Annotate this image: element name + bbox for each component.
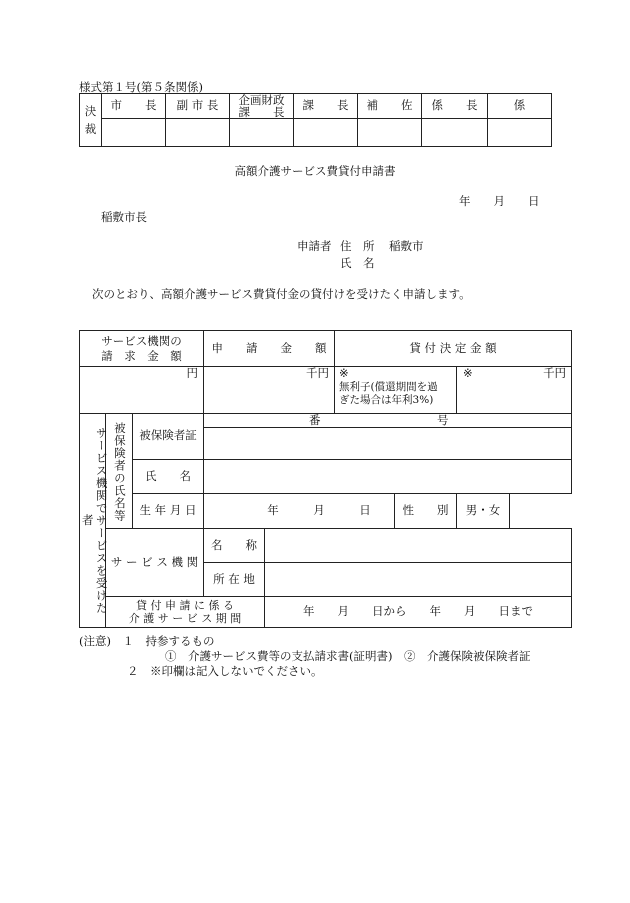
intro-text: 次のとおり、高額介護サービス費貸付金の貸付けを受けたく申請します。 [92,287,471,301]
notes-2: ２ ※印欄は記入しないでください。 [127,664,323,678]
period-input[interactable]: 年 月 日から 年 月 日まで [265,597,572,628]
apply-amount-value[interactable]: 千円 [204,367,335,414]
sex-label: 性 別 [395,494,457,529]
stamp-box[interactable] [230,119,294,147]
stamp-box[interactable] [422,119,488,147]
form-label: 様式第１号(第５条関係) [79,80,203,94]
insured-number-input[interactable] [204,428,572,460]
approval-col-vice-mayor: 副 市 長 [166,94,230,119]
org-name-input[interactable] [265,529,572,563]
period-label: 貸 付 申 請 に 係 る 介 護 サ ー ビ ス 期 間 [106,597,265,628]
stamp-box[interactable] [358,119,422,147]
sex-select[interactable]: 男・女 [457,494,510,529]
date-field[interactable]: 年 月 日 [459,194,540,208]
service-billing-header: サービス機関の 請 求 金 額 [80,331,204,367]
stamp-box[interactable] [294,119,358,147]
loan-decision-header: 貸 付 決 定 金 額 [335,331,572,367]
addressee: 稲敷市長 [101,210,147,224]
stamp-box[interactable] [166,119,230,147]
org-address-label: 所 在 地 [204,563,265,597]
apply-amount-header: 申 請 金 額 [204,331,335,367]
name-input[interactable] [204,459,572,494]
approval-col-section-chief: 課 長 [294,94,358,119]
dob-label: 生 年 月 日 [133,494,204,529]
stamp-box[interactable] [102,119,166,147]
form-title: 高額介護サービス費貸付申請書 [234,164,396,178]
dob-input[interactable]: 年 月 日 [204,494,395,529]
no-interest-cell: ※ 無利子(償還期間を過 ぎた場合は年利3%) [335,367,457,414]
applicant-name-label: 氏 名 [340,256,375,270]
stamp-box[interactable] [488,119,552,147]
approval-table [79,93,552,147]
applicant-label: 申請者 [297,239,332,253]
insured-card-label: 被保険者証 [133,414,204,460]
service-billing-amount[interactable]: 円 [80,367,204,414]
loan-decision-value: ※ 千円 [457,367,572,414]
service-org-label: サ ー ビ ス 機 関 [106,529,204,597]
insured-number-header: 番 号 [204,414,572,428]
approval-col-mayor: 市 長 [102,94,166,119]
applicant-address-label: 住 所 [340,239,375,253]
org-name-label: 名 称 [204,529,265,563]
insured-group-label: 被保険者の氏名等 [106,414,133,529]
approval-col-assistant: 補 佐 [358,94,422,119]
approval-col-staff: 係 [488,94,552,119]
applicant-address-value[interactable]: 稲敷市 [389,239,424,253]
approval-side-label: 決 裁 [80,94,102,147]
main-form-table [79,330,572,628]
notes-items: ① 介護サービス費等の支払請求書(証明書) ② 介護保険被保険者証 [165,649,531,663]
org-address-input[interactable] [265,563,572,597]
approval-col-unit-chief: 係 長 [422,94,488,119]
name-label: 氏 名 [133,459,204,494]
notes-head: (注意) １ 持参するもの [79,634,215,648]
approval-col-planning-chief: 企画財政 課 長 [230,94,294,119]
recipient-side-label: サービス機関でサービスを受けた者 [80,414,106,628]
